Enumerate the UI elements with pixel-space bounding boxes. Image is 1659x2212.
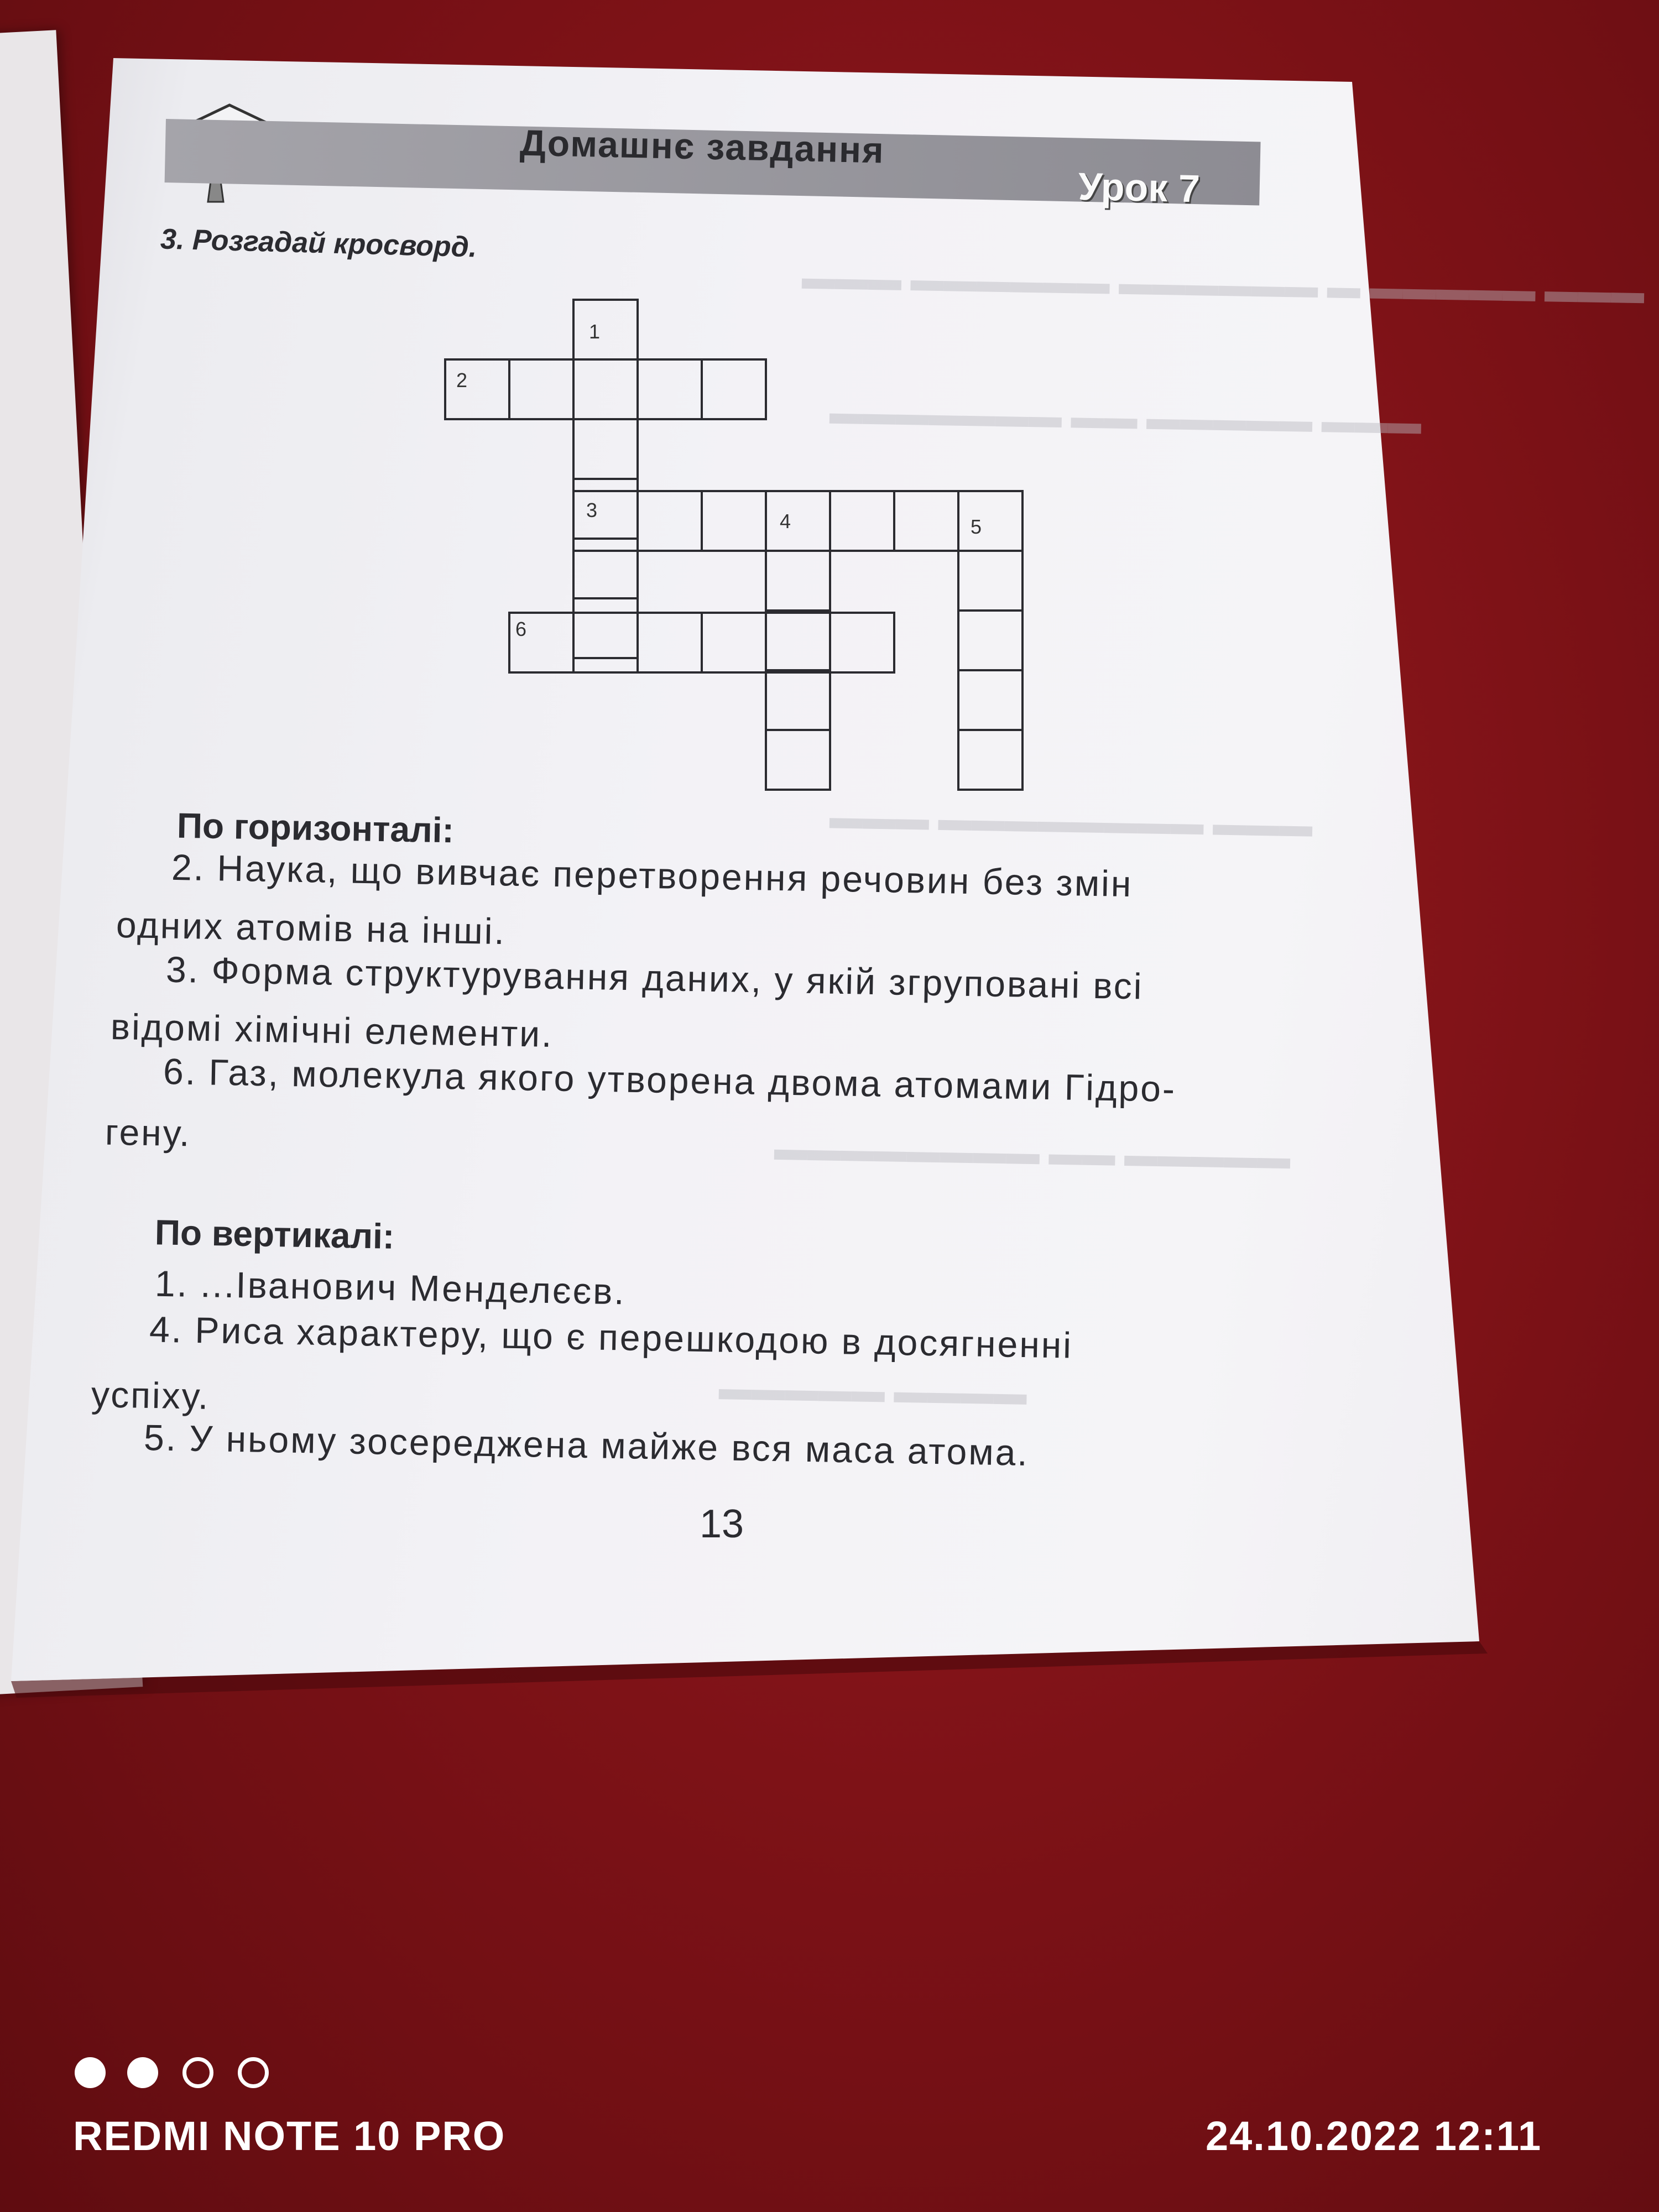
- clue-horizontal-3-line1: 3. Форма структурування даних, у якій згруповані всі: [165, 948, 1144, 1007]
- crossword-cell: [958, 551, 1022, 611]
- show-through-text: ▬▬▬ ▬▬▬▬▬ ▬ ▬▬▬▬▬▬ ▬▬▬▬▬▬ ▬▬▬: [801, 258, 1645, 311]
- crossword-cell: [573, 598, 638, 658]
- task-label: 3. Розгадай кросворд.: [160, 223, 478, 264]
- horizontal-heading: По горизонталі:: [176, 805, 455, 851]
- crossword-cell: [894, 491, 958, 551]
- crossword-number-6: 6: [515, 618, 527, 640]
- crossword-cell: [958, 730, 1022, 790]
- crossword-cell: [638, 613, 702, 672]
- crossword-cell: [573, 359, 638, 419]
- clue-horizontal-2-line2: одних атомів на інші.: [116, 904, 507, 952]
- vertical-heading: По вертикалі:: [154, 1212, 395, 1256]
- crossword-cell: [573, 539, 638, 598]
- clue-horizontal-2-line1: 2. Наука, що вивчає перетворення речовин без змін: [171, 846, 1133, 905]
- page-number: 13: [700, 1502, 744, 1546]
- clue-horizontal-3-line2: відомі хімічні елементи.: [110, 1006, 554, 1055]
- crossword-cell: [766, 613, 830, 672]
- crossword-number-3: 3: [586, 499, 598, 521]
- show-through-text: ▬▬▬ ▬▬▬▬▬ ▬▬ ▬▬▬▬▬▬▬: [829, 393, 1422, 441]
- crossword-cell: [766, 730, 830, 790]
- crossword-cell: [766, 551, 830, 611]
- page-title: Домашнє завдання: [519, 122, 885, 171]
- crossword-cell: [445, 359, 509, 419]
- crossword-cell: [830, 613, 894, 672]
- crossword-number-4: 4: [780, 510, 791, 533]
- crossword-cell: [766, 491, 830, 551]
- watermark-dot-icon: [127, 2057, 158, 2088]
- show-through-text: ▬▬▬ ▬▬▬▬▬▬▬▬ ▬▬▬: [829, 798, 1313, 844]
- crossword-number-2: 2: [456, 369, 468, 392]
- lesson-label: Урок 7: [1078, 164, 1201, 211]
- crossword-cell: [638, 491, 702, 551]
- crossword-cell: [702, 491, 766, 551]
- crossword-cell: [958, 491, 1022, 551]
- crossword-cell: [958, 611, 1022, 670]
- camera-datetime-watermark: 24.10.2022 12:11: [1206, 2113, 1542, 2159]
- clue-vertical-1: 1. ...Іванович Менделєєв.: [154, 1262, 627, 1312]
- crossword-cell: [958, 670, 1022, 730]
- crossword-cell: [573, 419, 638, 479]
- clue-vertical-5: 5. У ньому зосереджена майже вся маса атома.: [143, 1417, 1030, 1473]
- crossword-cell: [766, 611, 830, 670]
- watermark-dot-icon: [75, 2057, 106, 2088]
- watermark-dot-icon: [238, 2057, 269, 2088]
- clue-horizontal-6-line2: гену.: [105, 1111, 192, 1154]
- crossword-number-1: 1: [589, 320, 601, 343]
- crossword-cell: [766, 670, 830, 730]
- crossword-cell: [573, 491, 638, 551]
- crossword-cell: [702, 359, 766, 419]
- crossword-cell: [509, 359, 573, 419]
- clue-vertical-4-line1: 4. Риса характеру, що є перешкодою в досягненні: [149, 1308, 1073, 1366]
- clue-vertical-4-line2: успіху.: [91, 1374, 211, 1417]
- crossword-cell: [830, 491, 894, 551]
- crossword-cell: [573, 479, 638, 539]
- watermark-dot-icon: [182, 2057, 213, 2088]
- show-through-text: ▬▬▬▬▬ ▬▬ ▬▬▬▬▬▬▬▬: [774, 1129, 1291, 1176]
- show-through-text: ▬▬▬▬ ▬▬▬▬▬: [718, 1369, 1027, 1412]
- crossword-cell: [702, 613, 766, 672]
- crossword-cell: [638, 359, 702, 419]
- crossword-cell: [573, 613, 638, 672]
- crossword-cell: [573, 300, 638, 359]
- crossword-number-5: 5: [971, 515, 982, 538]
- camera-model-watermark: REDMI NOTE 10 PRO: [73, 2113, 506, 2159]
- clue-horizontal-6-line1: 6. Газ, молекула якого утворена двома атомами Гідро-: [163, 1051, 1177, 1109]
